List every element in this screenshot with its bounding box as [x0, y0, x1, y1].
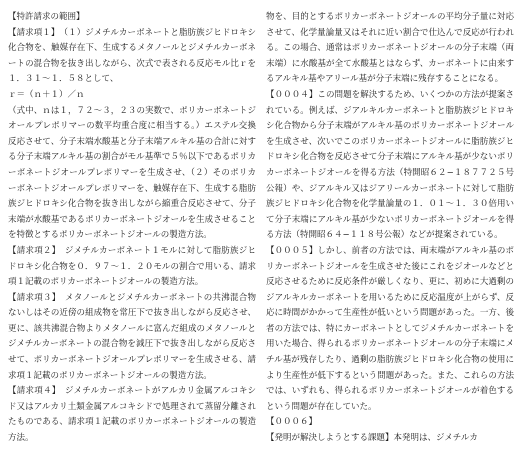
claim-2-text: 【請求項２】 ジメチルカーボネート１モルに対して脂肪族ジヒドロキシ化合物を０．９７〜１．２０モルの割合で用いる、請求項１記載のポリカーボネートジオールの製造方法。	[8, 245, 256, 288]
claims-heading: 【特許請求の範囲】	[8, 12, 85, 22]
claim-4-text: 【請求項４】 ジメチルカーボネートがアルカリ金属アルコキシド又はアルカリ土類金属アルコキシドで処理されて蒸留分離されたものである、請求項１記載のポリカーボネートジオールの製造方法。	[8, 386, 256, 444]
paragraph-0004: 【０００４】この問題を解決するため、いくつかの方法が提案されている。例えば、ジアルキルカーボネートと脂肪族ジヒドロキシ化合物から分子末端がアルキル基のポリカーボネートジオールを生成させ、次いでこのポリカーボネートジオールに脂肪族ジヒドロキシ化合物を反応させて分子末端にアルキル基が少ないポリカーボネートジオールを得る方法（特開昭６２−１８７７２５号公報）や、ジアルキル又はジアリールカーボネートに対して脂肪族ジヒドロキシ化合物を化学量論量の１．０１〜１．３０倍用いて分子末端にアルキル基が少ないポリカーボネートジオールを得る方法（特開昭６４−１１８号公報）などが提案されている。	[266, 89, 514, 241]
claim-1-formula: ｒ＝（ｎ＋１）／ｎ	[8, 89, 85, 100]
claim-1-continuation: （式中、ｎは１，７２〜３，２３の実数で、ポリカーボネートジオールプレポリマーの数平均重合度に相当する。）エステル交換反応させて、分子末端水酸基と分子末端アルキル基の合計に対する分子末端アルキル基の割合がモル基準で５％以下であるポリカーボネートジオールプレポリマーを生成させ、（２）そのポリカーボネートジオールプレポリマーを、触媒存在下、生成する脂肪族ジヒドロキシ化合物を抜き出しながら縮重合反応させて、分子末端が水酸基であるポリカーボネートジオールを生成させることを特徴とするポリカーボネートジオールの製造方法。	[8, 105, 256, 241]
claim-3-text: 【請求項３】 メタノールとジメチルカーボネートの共沸混合物ないしはその近傍の組成物を常圧下で抜き出しながら反応させ、更に、該共沸混合物よりメタノールに富んだ組成のメタノールとジメチルカーボネートの混合物を減圧下で抜き出しながら反応させて、ポリカーボネートジオールプレポリマーを生成させる、請求項１記載のポリカーボネートジオールの製造方法。	[8, 292, 256, 381]
paragraph-0006-number: 【０００６】	[266, 417, 318, 428]
problem-heading-line: 【発明が解決しようとする課題】本発明は、ジメチルカ	[266, 433, 478, 444]
left-column	[8, 10, 256, 447]
paragraph-0005: 【０００５】しかし、前者の方法では、両末端がアルキル基のポリカーボネートジオールを生成させた後にこれをジオールなどと反応させるために反応条件が厳しくなり、更に、初めに大過剰のジアルキルカーボネートを用いるために反応温度が上がらず、反応に時間がかかって生産性が低いという問題があった。一方、後者の方法では、特にカーボネートとしてジメチルカーボネートを用いた場合、得られるポリカーボネートジオールの分子末端にメチル基が残存したり、過剰の脂肪族ジヒドロキシ化合物の使用により生産性が低下するという問題があった。また、これらの方法では、いずれも、得られるポリカーボネートジオールが着色するという問題が存在していた。	[266, 245, 514, 412]
right-column	[266, 10, 514, 447]
claim-1-text: 【請求項１】 （１）ジメチルカーボネートと脂肪族ジヒドロキシ化合物を、触媒存在下、生成するメタノールとジメチルカーボネートの混合物を抜き出しながら、次式で表される反応モル比ｒを１．３１〜１．５８として、	[8, 27, 256, 85]
paragraph-0003-continuation: 物を、目的とするポリカーボネートジオールの平均分子量に対応させて、化学量論量又はそれに近い割合で仕込んで反応が行われる。この場合、通常はポリカーボネートジオールの分子末端（両末端）に水酸基が全て水酸基とはならず、カーボネートに由来するアルキル基やアリール基が分子末端に残存することになる。	[266, 12, 514, 85]
